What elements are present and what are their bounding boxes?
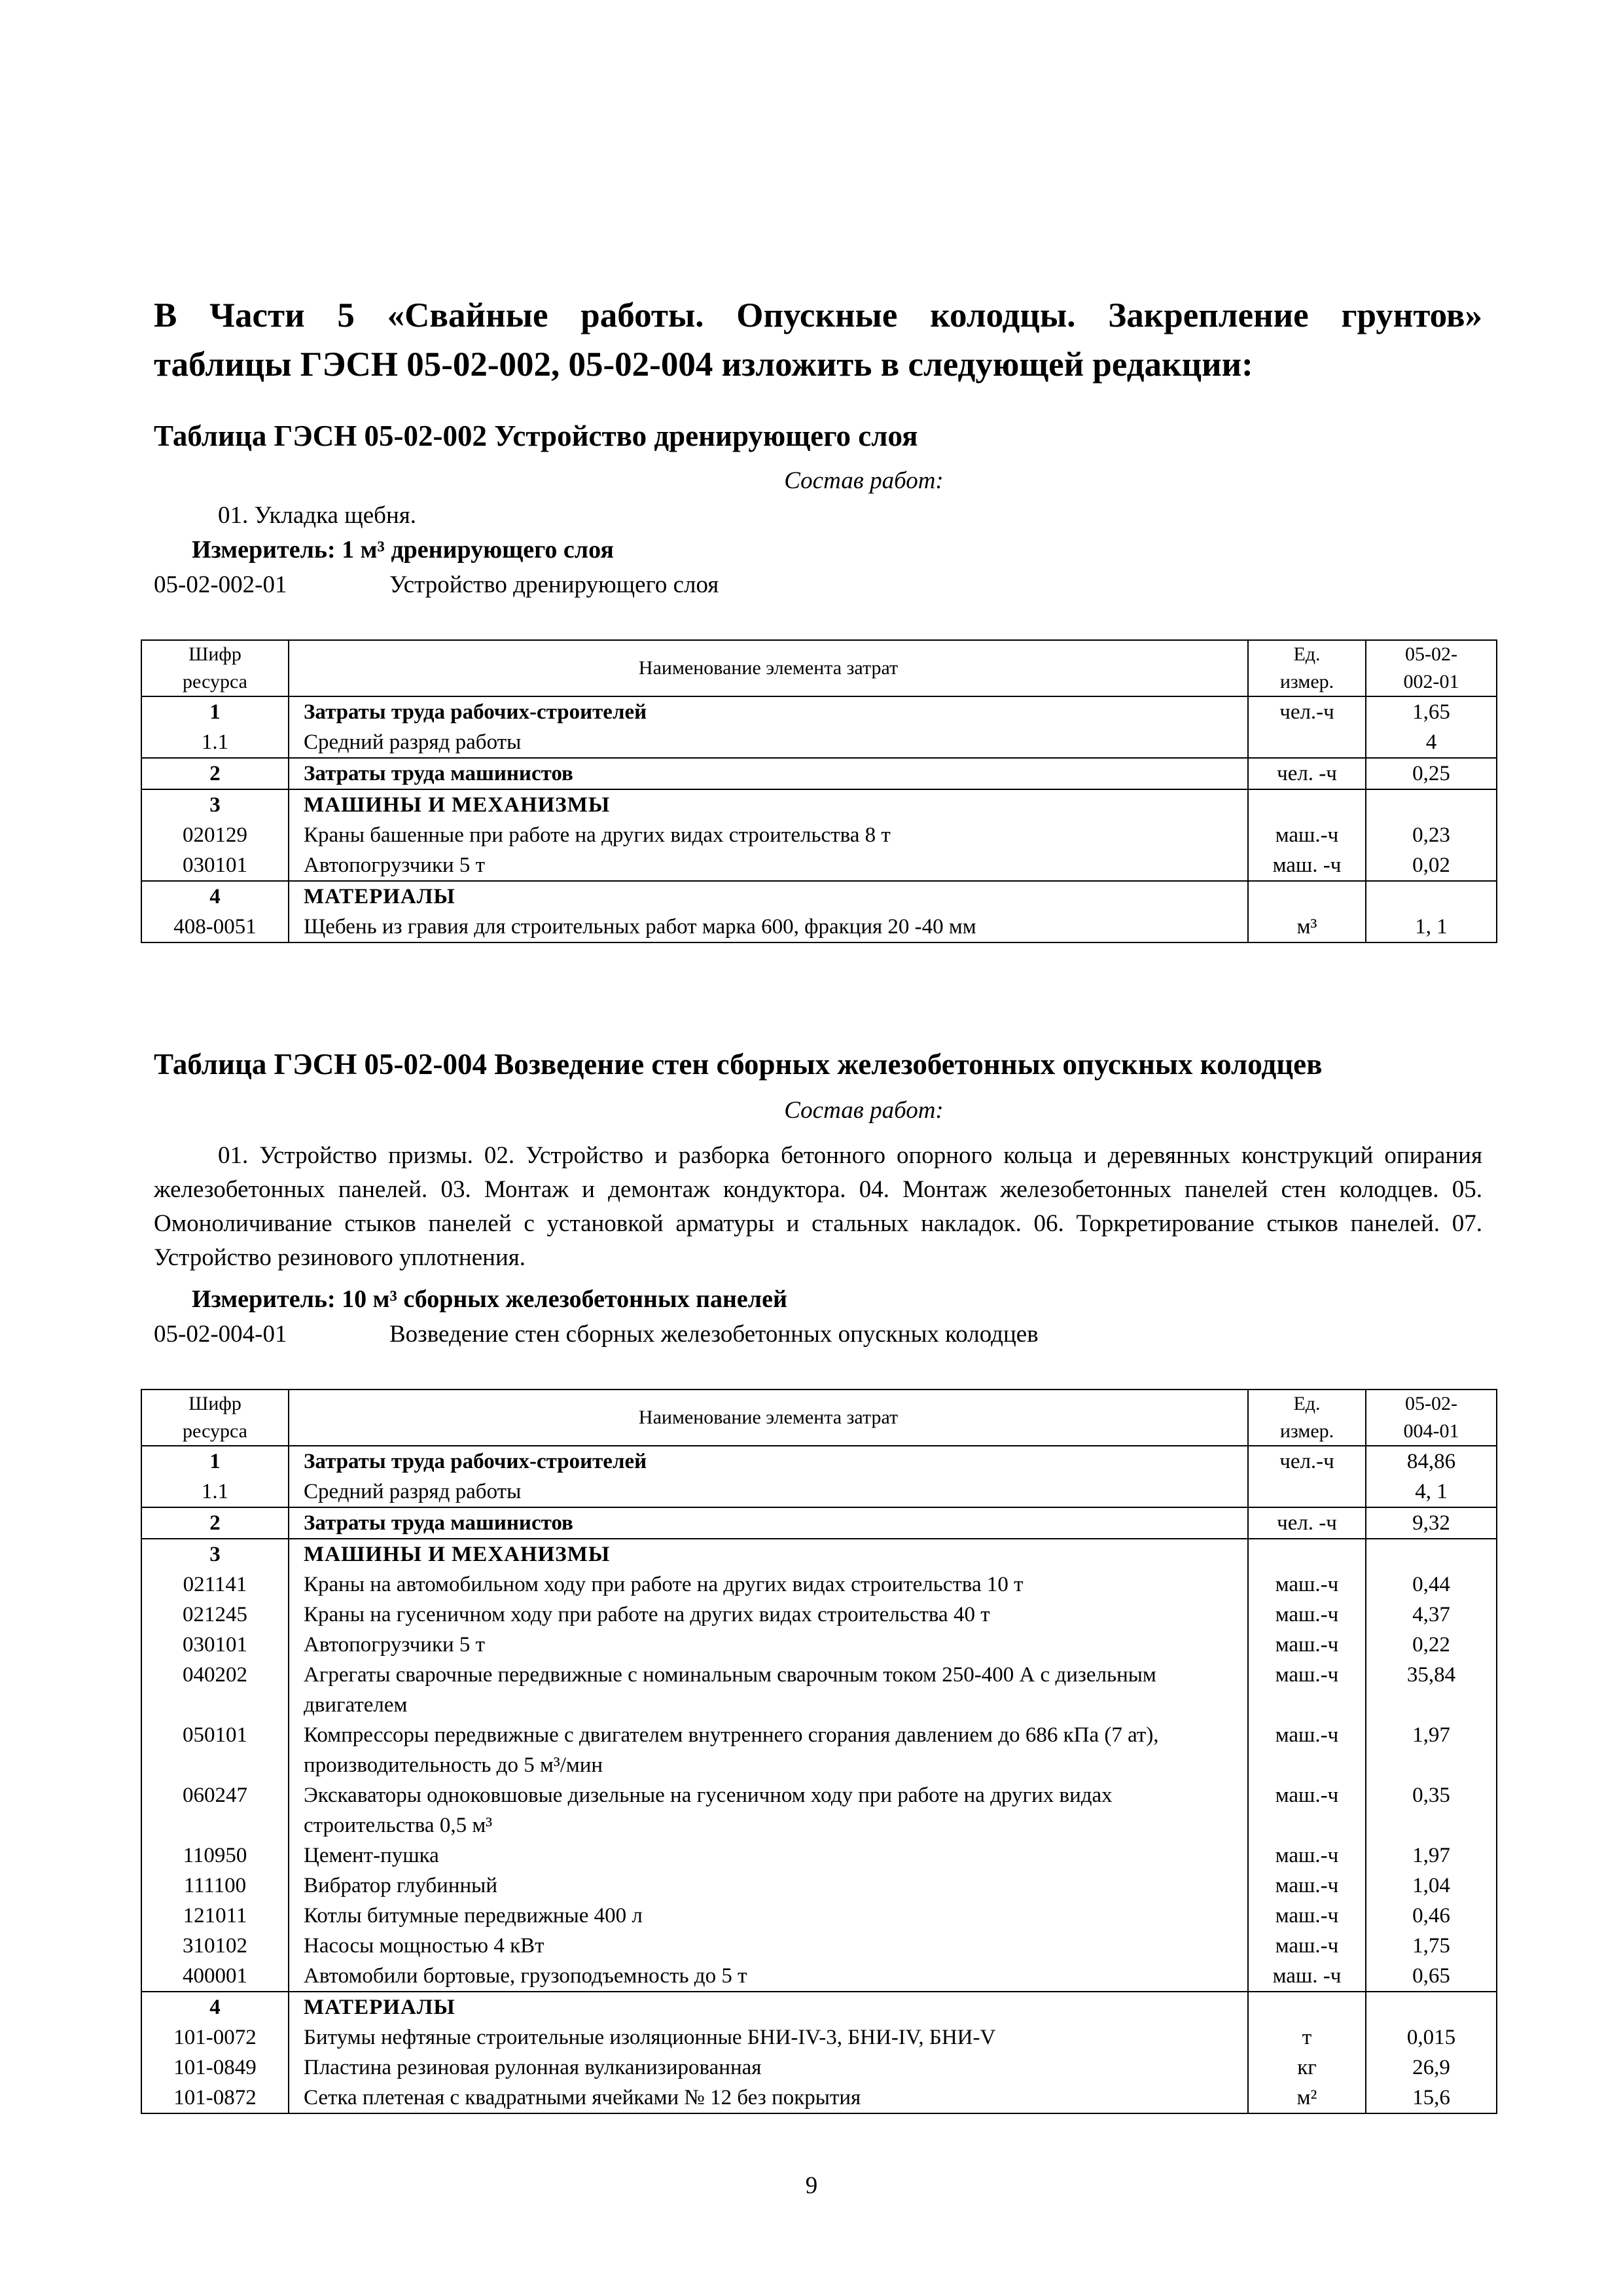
cost-element-cell: Щебень из гравия для строительных работ марка 600, фракция 20 -40 мм bbox=[289, 912, 1248, 942]
resource-code-cell: 400001 bbox=[141, 1961, 289, 1992]
header-norm-code bbox=[1366, 640, 1497, 696]
resource-code-cell: 3 bbox=[141, 789, 289, 820]
section-1-code-name: Устройство дренирующего слоя bbox=[389, 571, 719, 598]
cost-element-cell: МАШИНЫ И МЕХАНИЗМЫ bbox=[289, 789, 1248, 820]
resource-code-cell: 408-0051 bbox=[141, 912, 289, 942]
unit-cell: маш.-ч bbox=[1248, 1901, 1366, 1931]
resource-code-cell: 111100 bbox=[141, 1871, 289, 1901]
cost-element-cell: Цемент-пушка bbox=[289, 1840, 1248, 1871]
resource-code-cell: 1.1 bbox=[141, 727, 289, 758]
value-cell: 1,75 bbox=[1366, 1931, 1497, 1961]
header-unit-line2: измер. bbox=[1279, 671, 1334, 692]
cost-element-cell: МАТЕРИАЛЫ bbox=[289, 881, 1248, 912]
resource-code-cell: 021245 bbox=[141, 1600, 289, 1630]
section-1-works: 01. Укладка щебня. bbox=[218, 502, 417, 529]
table-header-row bbox=[141, 1390, 1497, 1446]
header-norm-code-line2: 002-01 bbox=[1403, 671, 1459, 692]
unit-cell bbox=[1248, 727, 1366, 758]
cost-element-cell: Краны на автомобильном ходу при работе на других видах строительства 10 т bbox=[289, 1570, 1248, 1600]
value-cell: 0,44 bbox=[1366, 1570, 1497, 1600]
resource-code-cell: 020129 bbox=[141, 820, 289, 850]
resource-code-cell: 2 bbox=[141, 758, 289, 789]
resource-code-cell: 030101 bbox=[141, 850, 289, 881]
cost-element-cell: Затраты труда рабочих-строителей bbox=[289, 1446, 1248, 1477]
value-cell: 0,23 bbox=[1366, 820, 1497, 850]
header-cost-element: Наименование элемента затрат bbox=[289, 1390, 1248, 1446]
header-resource-code-line2: ресурса bbox=[183, 671, 247, 692]
value-cell: 1,04 bbox=[1366, 1871, 1497, 1901]
table-row bbox=[141, 1720, 1497, 1780]
cost-element-cell: Котлы битумные передвижные 400 л bbox=[289, 1901, 1248, 1931]
header-norm-code bbox=[1366, 1390, 1497, 1446]
cost-element-cell: Агрегаты сварочные передвижные с номинальным сварочным током 250-400 А с дизельным двигателем bbox=[289, 1660, 1248, 1720]
value-cell: 35,84 bbox=[1366, 1660, 1497, 1720]
unit-cell: маш.-ч bbox=[1248, 1660, 1366, 1720]
header-unit-line2: измер. bbox=[1279, 1420, 1334, 1442]
resource-code-cell: 101-0872 bbox=[141, 2083, 289, 2113]
resource-code-cell: 1.1 bbox=[141, 1477, 289, 1507]
table-row bbox=[141, 1961, 1497, 1992]
table-row bbox=[141, 1992, 1497, 2022]
table-row bbox=[141, 2083, 1497, 2113]
header-unit-line1: Ед. bbox=[1293, 643, 1321, 665]
unit-cell bbox=[1248, 1992, 1366, 2022]
document-heading bbox=[154, 291, 1482, 389]
cost-element-cell: Автопогрузчики 5 т bbox=[289, 850, 1248, 881]
table-row bbox=[141, 1570, 1497, 1600]
resource-code-cell: 110950 bbox=[141, 1840, 289, 1871]
cost-element-cell: МАТЕРИАЛЫ bbox=[289, 1992, 1248, 2022]
table-row bbox=[141, 1507, 1497, 1539]
value-cell: 4 bbox=[1366, 727, 1497, 758]
cost-element-cell: Автопогрузчики 5 т bbox=[289, 1630, 1248, 1660]
section-1-code: 05-02-002-01 bbox=[154, 571, 287, 598]
value-cell: 0,65 bbox=[1366, 1961, 1497, 1992]
header-norm-code-line1: 05-02- bbox=[1405, 1393, 1457, 1414]
page-number: 9 bbox=[805, 2172, 818, 2199]
cost-element-cell: Краны башенные при работе на других видах строительства 8 т bbox=[289, 820, 1248, 850]
cost-element-cell: Затраты труда машинистов bbox=[289, 758, 1248, 789]
value-cell: 9,32 bbox=[1366, 1507, 1497, 1539]
table-row bbox=[141, 1871, 1497, 1901]
table-row bbox=[141, 912, 1497, 942]
resource-code-cell: 1 bbox=[141, 696, 289, 727]
section-1-title: Таблица ГЭСН 05-02-002 Устройство дренирующего слоя bbox=[154, 420, 918, 452]
table-row bbox=[141, 1840, 1497, 1871]
value-cell: 0,015 bbox=[1366, 2022, 1497, 2053]
section-2-code: 05-02-004-01 bbox=[154, 1321, 287, 1348]
resource-code-cell: 021141 bbox=[141, 1570, 289, 1600]
header-resource-code bbox=[141, 640, 289, 696]
resource-code-cell: 4 bbox=[141, 1992, 289, 2022]
table-row bbox=[141, 727, 1497, 758]
resource-code-cell: 101-0072 bbox=[141, 2022, 289, 2053]
table-row bbox=[141, 1780, 1497, 1840]
table-row bbox=[141, 1901, 1497, 1931]
unit-cell: маш.-ч bbox=[1248, 1780, 1366, 1840]
cost-element-cell: Затраты труда машинистов bbox=[289, 1507, 1248, 1539]
section-1-code-line bbox=[154, 571, 719, 599]
value-cell: 15,6 bbox=[1366, 2083, 1497, 2113]
value-cell: 0,35 bbox=[1366, 1780, 1497, 1840]
resource-code-cell: 1 bbox=[141, 1446, 289, 1477]
header-unit-line1: Ед. bbox=[1293, 1393, 1321, 1414]
cost-element-cell: Пластина резиновая рулонная вулканизированная bbox=[289, 2053, 1248, 2083]
table-row bbox=[141, 2053, 1497, 2083]
table-row bbox=[141, 696, 1497, 727]
table-row bbox=[141, 1446, 1497, 1477]
resource-code-cell: 3 bbox=[141, 1539, 289, 1570]
table-row bbox=[141, 1630, 1497, 1660]
section-2-code-name: Возведение стен сборных железобетонных опускных колодцев bbox=[389, 1321, 1039, 1348]
unit-cell: т bbox=[1248, 2022, 1366, 2053]
table-row bbox=[141, 1477, 1497, 1507]
table-row bbox=[141, 1660, 1497, 1720]
value-cell: 0,46 bbox=[1366, 1901, 1497, 1931]
cost-element-cell: Средний разряд работы bbox=[289, 727, 1248, 758]
header-cost-element: Наименование элемента затрат bbox=[289, 640, 1248, 696]
unit-cell: маш.-ч bbox=[1248, 1600, 1366, 1630]
resource-code-cell: 050101 bbox=[141, 1720, 289, 1780]
table-row bbox=[141, 2022, 1497, 2053]
value-cell: 26,9 bbox=[1366, 2053, 1497, 2083]
header-resource-code-line2: ресурса bbox=[183, 1420, 247, 1442]
unit-cell: маш.-ч bbox=[1248, 1570, 1366, 1600]
cost-element-cell: Сетка плетеная с квадратными ячейками № 12 без покрытия bbox=[289, 2083, 1248, 2113]
unit-cell: чел.-ч bbox=[1248, 1446, 1366, 1477]
unit-cell: кг bbox=[1248, 2053, 1366, 2083]
section-1-resource-table bbox=[141, 639, 1497, 943]
table-row bbox=[141, 1539, 1497, 1570]
value-cell: 84,86 bbox=[1366, 1446, 1497, 1477]
unit-cell: маш.-ч bbox=[1248, 1720, 1366, 1780]
section-2-works: 01. Устройство призмы. 02. Устройство и разборка бетонного опорного кольца и деревянных конструкций опирания железобетонных панелей. 03. Монтаж и демонтаж кондуктора. 04. Монтаж железобетонных панелей стен колодцев. 05. Омоноличивание стыков панелей с установкой арматуры и стальных накладок. 06. Торкретирование стыков панелей. 07. Устройство резинового уплотнения. bbox=[154, 1142, 1482, 1271]
unit-cell: маш.-ч bbox=[1248, 1630, 1366, 1660]
table-row bbox=[141, 881, 1497, 912]
value-cell bbox=[1366, 1539, 1497, 1570]
table-header-row bbox=[141, 640, 1497, 696]
resource-code-cell: 121011 bbox=[141, 1901, 289, 1931]
cost-element-cell: Вибратор глубинный bbox=[289, 1871, 1248, 1901]
resource-code-cell: 040202 bbox=[141, 1660, 289, 1720]
unit-cell bbox=[1248, 881, 1366, 912]
unit-cell: маш. -ч bbox=[1248, 850, 1366, 881]
unit-cell: маш.-ч bbox=[1248, 1931, 1366, 1961]
resource-code-cell: 2 bbox=[141, 1507, 289, 1539]
cost-element-cell: Насосы мощностью 4 кВт bbox=[289, 1931, 1248, 1961]
section-2-meter: Измеритель: 10 м³ сборных железобетонных панелей bbox=[192, 1285, 787, 1313]
cost-element-cell: Краны на гусеничном ходу при работе на других видах строительства 40 т bbox=[289, 1600, 1248, 1630]
cost-element-cell: Компрессоры передвижные с двигателем внутреннего сгорания давлением до 686 кПа (7 ат), производительность до 5 м³/мин bbox=[289, 1720, 1248, 1780]
header-unit bbox=[1248, 640, 1366, 696]
unit-cell: маш. -ч bbox=[1248, 1961, 1366, 1992]
section-1-sostav-label: Состав работ: bbox=[784, 467, 944, 494]
unit-cell bbox=[1248, 1477, 1366, 1507]
header-unit bbox=[1248, 1390, 1366, 1446]
unit-cell bbox=[1248, 1539, 1366, 1570]
resource-code-cell: 310102 bbox=[141, 1931, 289, 1961]
header-resource-code-line1: Шифр bbox=[188, 643, 241, 665]
unit-cell: маш.-ч bbox=[1248, 820, 1366, 850]
table-row bbox=[141, 820, 1497, 850]
value-cell: 4, 1 bbox=[1366, 1477, 1497, 1507]
unit-cell: м² bbox=[1248, 2083, 1366, 2113]
value-cell: 1, 1 bbox=[1366, 912, 1497, 942]
section-2-sostav-label: Состав работ: bbox=[784, 1097, 944, 1124]
section-2-code-line bbox=[154, 1320, 1039, 1348]
header-resource-code-line1: Шифр bbox=[188, 1393, 241, 1414]
value-cell bbox=[1366, 881, 1497, 912]
unit-cell bbox=[1248, 789, 1366, 820]
heading-line-1: В Части 5 «Свайные работы. Опускные колодцы. Закрепление грунтов» bbox=[154, 296, 1482, 334]
value-cell: 1,97 bbox=[1366, 1720, 1497, 1780]
unit-cell: маш.-ч bbox=[1248, 1840, 1366, 1871]
unit-cell: чел. -ч bbox=[1248, 758, 1366, 789]
value-cell: 0,25 bbox=[1366, 758, 1497, 789]
section-2-title: Таблица ГЭСН 05-02-004 Возведение стен сборных железобетонных опускных колодцев bbox=[154, 1048, 1323, 1081]
table-row bbox=[141, 758, 1497, 789]
cost-element-cell: Битумы нефтяные строительные изоляционные БНИ-IV-3, БНИ-IV, БНИ-V bbox=[289, 2022, 1248, 2053]
section-2-resource-table bbox=[141, 1389, 1497, 2114]
header-resource-code bbox=[141, 1390, 289, 1446]
resource-code-cell: 030101 bbox=[141, 1630, 289, 1660]
cost-element-cell: Автомобили бортовые, грузоподъемность до 5 т bbox=[289, 1961, 1248, 1992]
value-cell: 0,22 bbox=[1366, 1630, 1497, 1660]
heading-line-2: таблицы ГЭСН 05-02-002, 05-02-004 изложить в следующей редакции: bbox=[154, 346, 1253, 384]
unit-cell: чел. -ч bbox=[1248, 1507, 1366, 1539]
unit-cell: м³ bbox=[1248, 912, 1366, 942]
resource-code-cell: 4 bbox=[141, 881, 289, 912]
unit-cell: чел.-ч bbox=[1248, 696, 1366, 727]
resource-code-cell: 060247 bbox=[141, 1780, 289, 1840]
unit-cell: маш.-ч bbox=[1248, 1871, 1366, 1901]
value-cell: 0,02 bbox=[1366, 850, 1497, 881]
table-row bbox=[141, 850, 1497, 881]
table-row bbox=[141, 1600, 1497, 1630]
header-norm-code-line1: 05-02- bbox=[1405, 643, 1457, 665]
value-cell: 1,97 bbox=[1366, 1840, 1497, 1871]
value-cell bbox=[1366, 1992, 1497, 2022]
value-cell: 4,37 bbox=[1366, 1600, 1497, 1630]
section-1-meter: Измеритель: 1 м³ дренирующего слоя bbox=[192, 536, 614, 564]
cost-element-cell: МАШИНЫ И МЕХАНИЗМЫ bbox=[289, 1539, 1248, 1570]
value-cell bbox=[1366, 789, 1497, 820]
table-row bbox=[141, 1931, 1497, 1961]
resource-code-cell: 101-0849 bbox=[141, 2053, 289, 2083]
header-norm-code-line2: 004-01 bbox=[1403, 1420, 1459, 1442]
cost-element-cell: Экскаваторы одноковшовые дизельные на гусеничном ходу при работе на других видах строительства 0,5 м³ bbox=[289, 1780, 1248, 1840]
cost-element-cell: Затраты труда рабочих-строителей bbox=[289, 696, 1248, 727]
value-cell: 1,65 bbox=[1366, 696, 1497, 727]
table-row bbox=[141, 789, 1497, 820]
cost-element-cell: Средний разряд работы bbox=[289, 1477, 1248, 1507]
